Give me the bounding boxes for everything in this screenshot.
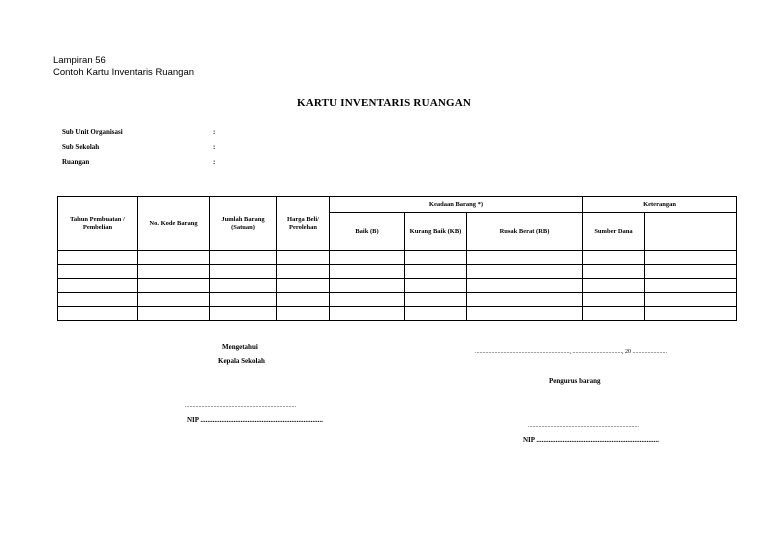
table-cell[interactable] (277, 251, 330, 265)
table-row (58, 251, 737, 265)
table-cell[interactable] (467, 307, 583, 321)
page-title: KARTU INVENTARIS RUANGAN (296, 97, 472, 109)
table-cell[interactable] (645, 279, 737, 293)
table-cell[interactable] (467, 279, 583, 293)
table-cell[interactable] (583, 251, 645, 265)
table-cell[interactable] (583, 279, 645, 293)
sign-left-mengetahui: Mengetahui (222, 343, 258, 351)
table-cell[interactable] (277, 279, 330, 293)
header-kurang-baik: Kurang Baik (KB) (405, 213, 467, 251)
table-cell[interactable] (277, 265, 330, 279)
table-cell[interactable] (210, 279, 277, 293)
table-cell[interactable] (330, 279, 405, 293)
table-cell[interactable] (645, 307, 737, 321)
table-cell[interactable] (330, 251, 405, 265)
table-cell[interactable] (330, 307, 405, 321)
sign-left-nip: NIP ...................................................................... (187, 416, 323, 424)
header-sumber-dana: Sumber Dana (583, 213, 645, 251)
header-tahun: Tahun Pembuatan / Pembelian (58, 197, 138, 251)
table-cell[interactable] (583, 265, 645, 279)
table-cell[interactable] (138, 279, 210, 293)
table-cell[interactable] (467, 251, 583, 265)
table-cell[interactable] (138, 251, 210, 265)
header-jumlah: Jumlah Barang (Satuan) (210, 197, 277, 251)
table-cell[interactable] (277, 293, 330, 307)
sign-right-date: ..............................................................., ................................., 20 ....................... (475, 349, 667, 355)
field-label-sub-unit: Sub Unit Organisasi (62, 128, 123, 136)
sign-left-role: Kepala Sekolah (218, 357, 265, 365)
table-cell[interactable] (277, 307, 330, 321)
table-cell[interactable] (330, 265, 405, 279)
field-label-ruangan: Ruangan (62, 158, 90, 166)
table-row (58, 307, 737, 321)
field-colon-sub-unit: : (213, 128, 216, 136)
table-row (58, 265, 737, 279)
lampiran-header (53, 55, 194, 79)
table-cell[interactable] (210, 293, 277, 307)
header-keterangan: Keterangan (583, 197, 737, 213)
table-cell[interactable] (583, 293, 645, 307)
table-row (58, 293, 737, 307)
table-cell[interactable] (645, 293, 737, 307)
header-keadaan: Keadaan Barang *) (330, 197, 583, 213)
sign-left-name-line: .......................................................................... (185, 403, 296, 409)
table-cell[interactable] (58, 307, 138, 321)
table-cell[interactable] (58, 279, 138, 293)
table-cell[interactable] (330, 293, 405, 307)
sign-right-name-line: .......................................................................... (528, 423, 639, 429)
table-cell[interactable] (58, 251, 138, 265)
sign-right-nip: NIP ...................................................................... (523, 436, 659, 444)
table-cell[interactable] (210, 251, 277, 265)
table-cell[interactable] (405, 251, 467, 265)
lampiran-subtitle: Contoh Kartu Inventaris Ruangan (53, 67, 195, 78)
table-cell[interactable] (405, 279, 467, 293)
field-label-sub-sekolah: Sub Sekolah (62, 143, 100, 151)
table-cell[interactable] (467, 293, 583, 307)
table-row (58, 279, 737, 293)
inventory-table (57, 196, 737, 321)
table-cell[interactable] (405, 293, 467, 307)
header-blank (645, 213, 737, 251)
lampiran-number: Lampiran 56 (53, 55, 106, 66)
header-baik: Baik (B) (330, 213, 405, 251)
table-cell[interactable] (645, 251, 737, 265)
table-cell[interactable] (138, 293, 210, 307)
sign-right-role: Pengurus barang (549, 377, 601, 385)
table-cell[interactable] (58, 265, 138, 279)
table-cell[interactable] (138, 307, 210, 321)
table-cell[interactable] (467, 265, 583, 279)
table-cell[interactable] (58, 293, 138, 307)
table-cell[interactable] (138, 265, 210, 279)
field-colon-sub-sekolah: : (213, 143, 216, 151)
table-cell[interactable] (583, 307, 645, 321)
table-cell[interactable] (405, 307, 467, 321)
table-cell[interactable] (210, 265, 277, 279)
header-kode: No. Kode Barang (138, 197, 210, 251)
table-cell[interactable] (645, 265, 737, 279)
field-colon-ruangan: : (213, 158, 216, 166)
header-harga: Harga Beli/ Perolehan (277, 197, 330, 251)
table-cell[interactable] (405, 265, 467, 279)
header-rusak-berat: Rusak Berat (RB) (467, 213, 583, 251)
table-cell[interactable] (210, 307, 277, 321)
